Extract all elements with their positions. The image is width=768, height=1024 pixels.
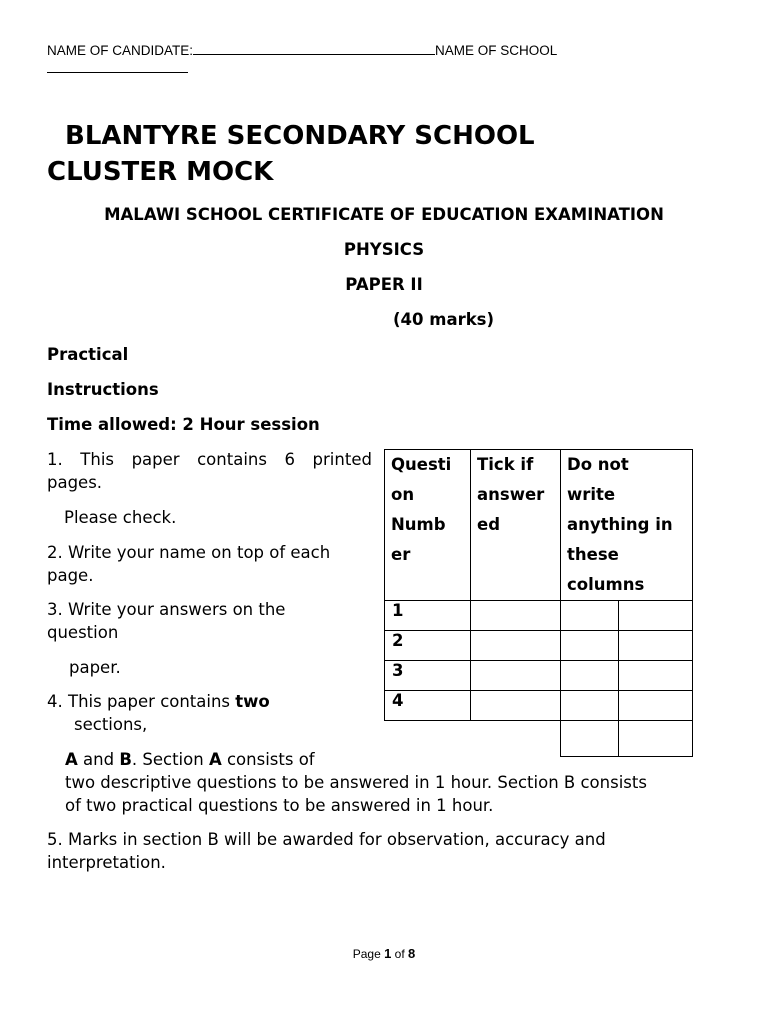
footer-text: Page bbox=[352, 947, 385, 961]
text: and bbox=[77, 750, 120, 769]
page-number: 1 bbox=[384, 946, 392, 961]
instruction-4-text: 4. This paper contains bbox=[47, 692, 236, 711]
header-question-number bbox=[385, 450, 471, 601]
header-text: Questi bbox=[391, 455, 452, 474]
header-text: ed bbox=[477, 515, 501, 534]
title-line-1: BLANTYRE SECONDARY SCHOOL bbox=[65, 121, 535, 151]
candidate-info-line bbox=[47, 42, 727, 78]
header-text: columns bbox=[567, 575, 645, 594]
header-do-not-write bbox=[561, 450, 693, 601]
examiner-cell bbox=[561, 691, 619, 721]
total-cell bbox=[619, 721, 693, 757]
word: printed bbox=[312, 450, 372, 469]
title-line-2: CLUSTER MOCK bbox=[47, 157, 274, 187]
instruction-4-bold: two bbox=[235, 692, 270, 711]
instruction-1 bbox=[47, 448, 372, 494]
time-allowed: Time allowed: 2 Hour session bbox=[47, 415, 320, 434]
word: 1. bbox=[47, 450, 63, 469]
tick-cell[interactable] bbox=[471, 601, 561, 631]
exam-board: MALAWI SCHOOL CERTIFICATE OF EDUCATION EXAMINATION bbox=[104, 205, 664, 224]
table-row bbox=[385, 661, 693, 691]
section-a-bold: A bbox=[208, 750, 222, 769]
tick-cell[interactable] bbox=[471, 691, 561, 721]
instruction-4-line-e: of two practical questions to be answered in 1 hour. bbox=[65, 796, 494, 815]
examiner-cell bbox=[561, 601, 619, 631]
question-number-cell: 2 bbox=[385, 631, 471, 661]
word: This bbox=[80, 450, 115, 469]
instruction-1-cont: pages. bbox=[47, 473, 103, 492]
tick-cell[interactable] bbox=[471, 661, 561, 691]
section-b-bold: B bbox=[119, 750, 132, 769]
table-row bbox=[385, 631, 693, 661]
practical-label: Practical bbox=[47, 345, 129, 364]
table-header-row bbox=[385, 450, 693, 601]
page-total: 8 bbox=[408, 946, 416, 961]
instructions-heading: Instructions bbox=[47, 380, 159, 399]
instruction-1-check: Please check. bbox=[64, 508, 177, 527]
footer-text: of bbox=[391, 947, 409, 961]
examiner-cell bbox=[619, 601, 693, 631]
question-number-cell: 4 bbox=[385, 691, 471, 721]
text: consists of bbox=[221, 750, 315, 769]
examiner-cell bbox=[619, 661, 693, 691]
school-name-label: NAME OF SCHOOL bbox=[435, 43, 558, 58]
candidate-name-label: NAME OF CANDIDATE: bbox=[47, 43, 194, 58]
instruction-4-detail bbox=[65, 748, 315, 771]
table-row bbox=[385, 691, 693, 721]
header-text: these bbox=[567, 545, 619, 564]
header-text: Numb bbox=[391, 515, 446, 534]
tick-cell[interactable] bbox=[471, 631, 561, 661]
question-number-cell: 1 bbox=[385, 601, 471, 631]
table-total-row bbox=[385, 721, 693, 757]
instruction-5-line-2: interpretation. bbox=[47, 853, 166, 872]
table-row bbox=[385, 601, 693, 631]
examiner-cell bbox=[619, 691, 693, 721]
school-name-field[interactable] bbox=[47, 61, 188, 73]
instruction-4-line-d: two descriptive questions to be answered in 1 hour. Section B consists bbox=[65, 773, 647, 792]
instruction-3-line-3: paper. bbox=[69, 658, 121, 677]
section-a-bold: A bbox=[65, 750, 78, 769]
empty-cell bbox=[385, 721, 471, 757]
instruction-5 bbox=[47, 828, 737, 874]
marks-table bbox=[384, 449, 693, 757]
header-text: Do not bbox=[567, 455, 629, 474]
header-text: er bbox=[391, 545, 411, 564]
instruction-2-line-2: page. bbox=[47, 566, 94, 585]
empty-cell bbox=[471, 721, 561, 757]
text: . Section bbox=[131, 750, 209, 769]
instruction-2-line-1: 2. Write your name on top of each bbox=[47, 543, 331, 562]
header-text: write bbox=[567, 485, 616, 504]
instruction-3-line-2: question bbox=[47, 623, 119, 642]
page-title bbox=[47, 118, 727, 190]
instruction-3-line-1: 3. Write your answers on the bbox=[47, 600, 286, 619]
exam-subject: PHYSICS bbox=[343, 240, 425, 259]
header-text: Tick if bbox=[477, 455, 534, 474]
candidate-name-field[interactable] bbox=[193, 43, 435, 55]
page-footer bbox=[0, 946, 768, 961]
word: 6 bbox=[284, 450, 295, 469]
exam-marks: (40 marks) bbox=[393, 310, 495, 329]
instruction-1-line bbox=[47, 448, 372, 471]
instruction-2 bbox=[47, 541, 330, 587]
question-number-cell: 3 bbox=[385, 661, 471, 691]
word: contains bbox=[197, 450, 267, 469]
examiner-cell bbox=[561, 631, 619, 661]
total-cell bbox=[561, 721, 619, 757]
instruction-3 bbox=[47, 598, 285, 644]
examiner-cell bbox=[619, 631, 693, 661]
header-text: on bbox=[391, 485, 415, 504]
word: paper bbox=[131, 450, 180, 469]
header-text: answer bbox=[477, 485, 545, 504]
header-text: anything in bbox=[567, 515, 673, 534]
header-tick-if-answered bbox=[471, 450, 561, 601]
instruction-4-sections: sections, bbox=[74, 715, 148, 734]
exam-paper: PAPER II bbox=[345, 275, 423, 294]
instruction-5-line-1: 5. Marks in section B will be awarded for observation, accuracy and bbox=[47, 830, 606, 849]
examiner-cell bbox=[561, 661, 619, 691]
instruction-4 bbox=[47, 690, 270, 713]
